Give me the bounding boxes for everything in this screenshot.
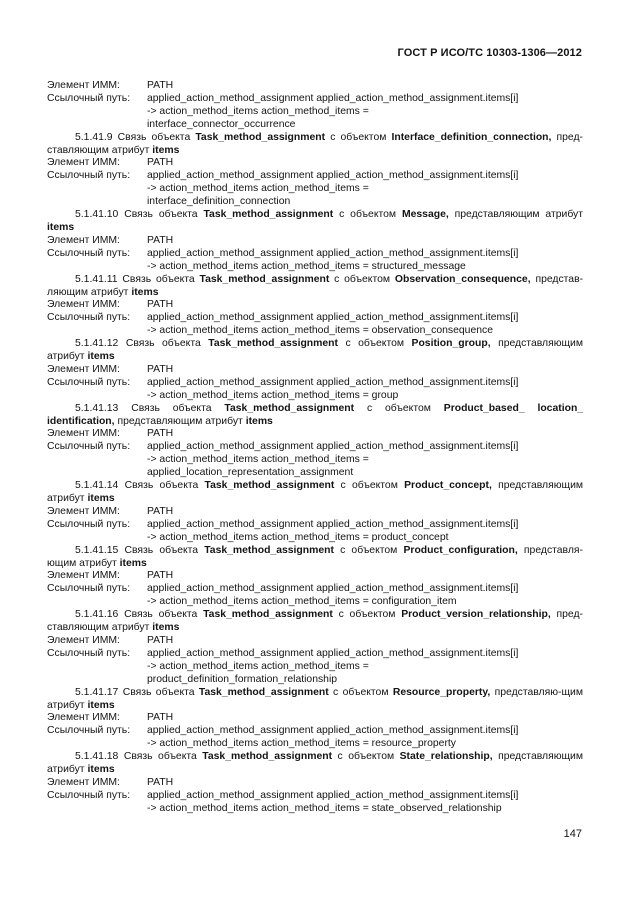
section-heading <box>47 274 583 300</box>
element-row <box>47 635 583 648</box>
element-value: PATH <box>147 428 174 440</box>
path-line: applied_action_method_assignment applied_action_method_assignment.items[i] <box>147 647 519 659</box>
section-heading <box>47 609 583 635</box>
heading-text: Связь объекта <box>123 751 197 763</box>
heading-text: с объектом <box>345 338 405 350</box>
path-line: -> action_method_items action_method_items = configuration_item <box>147 596 457 608</box>
path-label-spacer <box>47 261 147 274</box>
clause-number: 5.1.41.17 <box>75 686 119 698</box>
heading-text: пред-ставляющим атрибут <box>47 609 584 634</box>
path-line: applied_action_method_assignment applied_action_method_assignment.items[i] <box>147 92 519 104</box>
path-row <box>47 93 583 106</box>
heading-text: с объектом <box>340 544 398 556</box>
element-value: PATH <box>147 299 174 311</box>
entity-name: Task_method_assignment <box>195 131 326 143</box>
path-row <box>47 441 583 454</box>
path-row <box>47 106 583 119</box>
path-line: -> action_method_items action_method_items = resource_property <box>147 738 456 750</box>
path-line: interface_definition_connection <box>147 196 291 208</box>
path-line: interface_connector_occurrence <box>147 118 296 130</box>
element-value: PATH <box>147 363 174 375</box>
attribute-name: items <box>47 221 75 233</box>
path-label-spacer <box>47 454 147 467</box>
entity-name: Task_method_assignment <box>204 480 335 492</box>
clause-number: 5.1.41.9 <box>75 131 113 143</box>
path-label: Ссылочный путь: <box>47 647 131 659</box>
path-row <box>47 170 583 183</box>
path-line: applied_action_method_assignment applied_action_method_assignment.items[i] <box>147 725 519 737</box>
path-line: -> action_method_items action_method_items = group <box>147 389 399 401</box>
heading-text: с объектом <box>366 402 431 414</box>
heading-text: Связь объекта <box>125 338 201 350</box>
heading-text: представляющим атрибут <box>117 415 243 427</box>
element-value: PATH <box>147 776 174 788</box>
target-entity-name: State_relationship, <box>399 751 493 763</box>
path-line: applied_action_method_assignment applied_action_method_assignment.items[i] <box>147 441 519 453</box>
heading-text: Связь объекта <box>131 402 212 414</box>
attribute-name: items <box>87 764 115 776</box>
entity-name: Task_method_assignment <box>203 209 334 221</box>
element-row <box>47 506 583 519</box>
path-label: Ссылочный путь: <box>47 170 131 182</box>
section-heading <box>47 751 583 777</box>
path-row <box>47 648 583 661</box>
path-row <box>47 674 583 687</box>
target-entity-name: Product_version_relationship, <box>401 609 551 621</box>
path-label: Ссылочный путь: <box>47 247 131 259</box>
clause-number: 5.1.41.15 <box>75 544 119 556</box>
path-label: Ссылочный путь: <box>47 441 131 453</box>
path-line: applied_action_method_assignment applied_action_method_assignment.items[i] <box>147 376 519 388</box>
path-label-spacer <box>47 661 147 674</box>
path-label-spacer <box>47 119 147 132</box>
heading-text: Связь объекта <box>117 131 191 143</box>
path-label: Ссылочный путь: <box>47 92 131 104</box>
target-entity-name: Product_concept, <box>404 480 492 492</box>
path-row <box>47 325 583 338</box>
path-label-spacer <box>47 196 147 209</box>
path-line: -> action_method_items action_method_items = structured_message <box>147 260 466 272</box>
element-row <box>47 299 583 312</box>
path-row <box>47 390 583 403</box>
path-label-spacer <box>47 738 147 751</box>
page-number: 147 <box>563 828 582 840</box>
attribute-name: items <box>131 286 159 298</box>
section-heading <box>47 338 583 364</box>
path-line: applied_action_method_assignment applied_action_method_assignment.items[i] <box>147 247 519 259</box>
path-label: Ссылочный путь: <box>47 725 131 737</box>
heading-text: с объектом <box>340 480 398 492</box>
element-row <box>47 364 583 377</box>
heading-text: с объектом <box>338 609 396 621</box>
element-label: Элемент ИММ: <box>47 712 120 724</box>
heading-text: Связь объекта <box>124 609 198 621</box>
element-label: Элемент ИММ: <box>47 428 120 440</box>
path-line: -> action_method_items action_method_items = <box>147 454 369 466</box>
path-label-spacer <box>47 106 147 119</box>
entity-name: Task_method_assignment <box>202 751 333 763</box>
heading-text: представ-ляющим атрибут <box>47 273 584 298</box>
element-value: PATH <box>147 712 174 724</box>
path-line: applied_action_method_assignment applied_action_method_assignment.items[i] <box>147 789 519 801</box>
heading-text: Связь объекта <box>124 544 199 556</box>
target-entity-name: Resource_property, <box>392 686 491 698</box>
path-row <box>47 532 583 545</box>
path-label: Ссылочный путь: <box>47 583 131 595</box>
heading-text: представляющим атрибут <box>47 480 584 504</box>
path-line: product_definition_formation_relationship <box>147 673 338 685</box>
path-label-spacer <box>47 325 147 338</box>
path-line: applied_action_method_assignment applied_action_method_assignment.items[i] <box>147 312 519 324</box>
heading-text: представляю-щим атрибут <box>47 686 583 711</box>
entity-name: Task_method_assignment <box>204 544 334 556</box>
element-label: Элемент ИММ: <box>47 234 120 246</box>
path-line: -> action_method_items action_method_items = observation_consequence <box>147 325 493 337</box>
path-row <box>47 196 583 209</box>
target-entity-name: Product_based_ location_ identification, <box>47 402 584 427</box>
path-line: applied_action_method_assignment applied_action_method_assignment.items[i] <box>147 170 519 182</box>
heading-text: представляющим атрибут <box>47 338 583 363</box>
path-label-spacer <box>47 532 147 545</box>
element-value: PATH <box>147 570 174 582</box>
element-label: Элемент ИММ: <box>47 363 120 375</box>
element-label: Элемент ИММ: <box>47 570 120 582</box>
path-row <box>47 519 583 532</box>
heading-text: с объектом <box>334 273 391 285</box>
entity-name: Task_method_assignment <box>208 338 338 350</box>
path-row <box>47 596 583 609</box>
heading-text: пред-ставляющим атрибут <box>47 131 584 156</box>
attribute-name: items <box>119 557 147 569</box>
heading-text: представляющим атрибут <box>47 751 583 776</box>
target-entity-name: Observation_consequence, <box>394 273 531 285</box>
element-value: PATH <box>147 505 174 517</box>
path-line: -> action_method_items action_method_items = <box>147 660 369 672</box>
path-row <box>47 467 583 480</box>
element-label: Элемент ИММ: <box>47 634 120 646</box>
heading-text: с объектом <box>337 751 395 763</box>
element-label: Элемент ИММ: <box>47 299 120 311</box>
clause-number: 5.1.41.16 <box>75 609 119 621</box>
entity-name: Task_method_assignment <box>224 402 355 414</box>
attribute-name: items <box>87 699 115 711</box>
heading-text: с объектом <box>330 131 387 143</box>
heading-text: Связь объекта <box>124 480 199 492</box>
section-heading <box>47 132 583 158</box>
path-label-spacer <box>47 674 147 687</box>
attribute-name: items <box>152 622 180 634</box>
element-label: Элемент ИММ: <box>47 80 120 91</box>
section-heading <box>47 545 583 571</box>
section-heading <box>47 209 583 235</box>
path-row <box>47 454 583 467</box>
element-value: PATH <box>147 157 174 169</box>
target-entity-name: Message, <box>401 209 449 221</box>
element-label: Элемент ИММ: <box>47 776 120 788</box>
attribute-name: items <box>87 493 115 504</box>
path-row <box>47 248 583 261</box>
path-label: Ссылочный путь: <box>47 376 131 388</box>
path-row <box>47 183 583 196</box>
path-row <box>47 261 583 274</box>
path-row <box>47 377 583 390</box>
path-label: Ссылочный путь: <box>47 312 131 324</box>
section-heading <box>47 480 583 506</box>
heading-text: с объектом <box>339 209 397 221</box>
element-value: PATH <box>147 80 174 91</box>
element-row <box>47 570 583 583</box>
path-label-spacer <box>47 390 147 403</box>
element-row <box>47 80 583 93</box>
target-entity-name: Interface_definition_connection, <box>391 131 552 143</box>
path-row <box>47 583 583 596</box>
path-line: -> action_method_items action_method_items = product_concept <box>147 531 449 543</box>
section-heading <box>47 687 583 713</box>
path-line: -> action_method_items action_method_items = <box>147 183 369 195</box>
path-line: applied_action_method_assignment applied_action_method_assignment.items[i] <box>147 518 519 530</box>
clause-number: 5.1.41.10 <box>75 209 119 221</box>
document-header: ГОСТ Р ИСО/ТС 10303-1306—2012 <box>397 47 582 59</box>
entity-name: Task_method_assignment <box>198 686 329 698</box>
element-value: PATH <box>147 234 174 246</box>
element-value: PATH <box>147 634 174 646</box>
path-label-spacer <box>47 803 147 816</box>
target-entity-name: Product_configuration, <box>403 544 518 556</box>
element-row <box>47 712 583 725</box>
heading-text: Связь объекта <box>122 686 195 698</box>
entity-name: Task_method_assignment <box>199 273 330 285</box>
heading-text: представляющим атрибут <box>454 209 583 221</box>
path-line: applied_action_method_assignment applied_action_method_assignment.items[i] <box>147 583 519 595</box>
clause-number: 5.1.41.14 <box>75 480 119 492</box>
element-row <box>47 428 583 441</box>
element-label: Элемент ИММ: <box>47 157 120 169</box>
path-line: applied_location_representation_assignment <box>147 467 354 479</box>
clause-number: 5.1.41.13 <box>75 402 119 414</box>
document-body <box>47 80 583 816</box>
target-entity-name: Position_group, <box>411 338 491 350</box>
heading-text: представля-ющим атрибут <box>47 544 583 569</box>
path-line: -> action_method_items action_method_items = state_observed_relationship <box>147 802 502 814</box>
path-label-spacer <box>47 596 147 609</box>
element-row <box>47 157 583 170</box>
heading-text: с объектом <box>333 686 389 698</box>
clause-number: 5.1.41.11 <box>75 273 118 285</box>
attribute-name: items <box>87 351 115 363</box>
path-row <box>47 803 583 816</box>
entity-name: Task_method_assignment <box>203 609 333 621</box>
path-label: Ссылочный путь: <box>47 789 131 801</box>
element-row <box>47 235 583 248</box>
clause-number: 5.1.41.12 <box>75 338 119 350</box>
clause-number: 5.1.41.18 <box>75 751 119 763</box>
path-label-spacer <box>47 183 147 196</box>
path-row <box>47 738 583 751</box>
path-row <box>47 790 583 803</box>
path-row <box>47 661 583 674</box>
heading-text: Связь объекта <box>122 273 195 285</box>
attribute-name: items <box>152 144 180 156</box>
path-row <box>47 312 583 325</box>
path-row <box>47 119 583 132</box>
path-row <box>47 725 583 738</box>
path-line: -> action_method_items action_method_items = <box>147 105 369 117</box>
element-row <box>47 777 583 790</box>
element-label: Элемент ИММ: <box>47 505 120 517</box>
section-heading <box>47 403 583 429</box>
heading-text: Связь объекта <box>124 209 198 221</box>
path-label: Ссылочный путь: <box>47 518 131 530</box>
attribute-name: items <box>245 415 273 427</box>
path-label-spacer <box>47 467 147 480</box>
